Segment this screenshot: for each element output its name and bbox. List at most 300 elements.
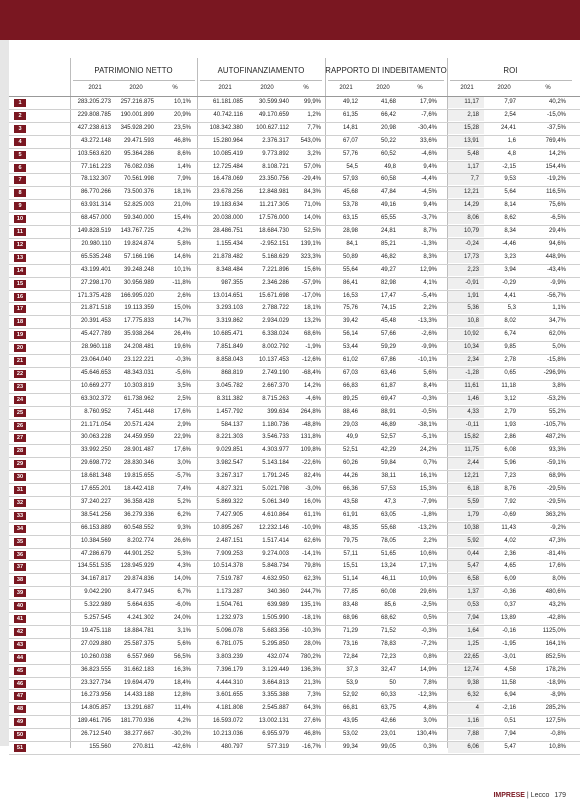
sub-header-year: 2021 [460,85,474,91]
table-cell: 30.599.940 [258,99,289,105]
header-rapporto-indebitamento: RAPPORTO DI INDEBITAMENTO [325,66,447,75]
table-row [0,200,580,211]
table-row [0,149,580,160]
table-cell: 23.350.756 [258,176,289,183]
table-cell: -4,46 [502,240,516,247]
table-cell: 399.634 [267,408,289,415]
table-row [0,690,580,701]
table-cell: -12,3% [417,692,437,699]
table-row [0,471,580,482]
table-cell: 2,2% [423,537,437,544]
row-number-badge: 27 [14,434,26,442]
table-cell: 63.931.314 [80,202,111,209]
table-cell: 10.137.453 [258,357,289,363]
table-cell: 10,1% [173,266,191,273]
table-cell: 62,3% [303,576,321,583]
table-cell: 9,4% [423,202,437,209]
table-cell: -18,1% [301,615,321,621]
sub-header-pct: % [303,85,309,91]
row-number-badge: 46 [14,680,26,688]
table-cell: -5,4% [421,292,437,299]
table-cell: 1,17 [467,163,479,170]
table-cell: 8,34 [504,228,516,234]
table-cell: 12,8% [173,692,191,699]
table-cell: 2.376.317 [262,137,289,144]
table-cell: 18.442.418 [123,486,154,492]
table-cell: 25.587.375 [123,640,154,647]
table-row [0,458,580,469]
table-cell: 47,3% [548,537,566,544]
table-cell: 57,53 [380,486,396,492]
table-row [0,329,580,340]
table-cell: -0,36 [502,589,516,596]
table-row [0,484,580,495]
table-cell: 5,0% [552,344,566,351]
table-cell: 23.327.734 [80,679,111,686]
table-cell: -56,7% [546,292,566,299]
row-number-badge: 24 [14,396,26,404]
table-row [0,162,580,173]
table-cell: -0,69 [502,511,516,518]
table-cell: 5.021.798 [262,486,289,492]
table-cell: 83,48 [342,602,358,609]
table-cell: 48.343.031 [123,369,154,376]
table-cell: 6,2% [177,511,191,518]
table-cell: 16,53 [342,292,358,299]
table-cell: 43,2% [548,602,566,609]
table-cell: 11,61 [464,382,479,389]
table-cell: 45,48 [380,318,396,325]
table-cell: 43,58 [342,498,358,505]
table-cell: -5,6% [175,369,191,376]
table-cell: 769,4% [545,137,566,144]
table-cell: 14.433.188 [123,692,154,699]
table-row [0,368,580,379]
table-cell: 52,57 [380,434,396,441]
table-cell: 7.396.179 [216,666,243,673]
table-cell: 1.505.990 [262,615,289,621]
table-cell: 20.391.453 [80,318,111,325]
table-cell: -0,11 [465,421,479,428]
table-cell: 75,6% [548,202,566,209]
table-cell: 39.248.248 [123,266,154,273]
table-cell: 14,0% [173,576,191,583]
row-number-badge: 34 [14,525,26,533]
footer-section: Lecco [530,792,550,799]
table-cell: 72,23 [380,653,396,660]
table-cell: 40,2% [548,99,566,105]
table-cell: 2,86 [504,434,516,441]
table-cell: 10,9% [419,576,437,583]
table-cell: 7.221.896 [262,266,289,273]
table-cell: -0,3% [421,395,437,402]
table-cell: 2.749.190 [262,369,289,376]
table-cell: 38.541.256 [80,511,111,518]
page-footer [493,792,566,799]
table-cell: 49,8 [384,163,396,170]
sub-header-year: 2020 [260,85,274,91]
table-cell: 229.808.785 [77,111,111,118]
table-cell: 1.504.761 [216,602,243,609]
table-cell: 17,6% [173,447,191,454]
table-row [0,239,580,250]
table-cell: 61,02 [342,357,358,363]
table-cell: 77,85 [342,589,358,596]
table-cell: 73,16 [342,640,358,647]
table-cell: 24,2% [419,447,437,454]
table-cell: 14,29 [463,202,479,209]
table-row [0,407,580,418]
table-cell: 8.108.721 [262,163,289,170]
table-cell: -2.952.151 [260,240,289,247]
table-cell: 8,0% [552,576,566,583]
row-number-badge: 1 [14,99,26,107]
table-cell: 63,05 [380,511,396,518]
table-cell: 3.267.317 [216,473,243,480]
table-cell: 109,8% [300,447,321,454]
table-cell: 5,48 [467,150,479,157]
table-cell: 345.928.290 [120,124,154,131]
table-row [0,574,580,585]
sub-headers [0,85,580,95]
sub-header-year: 2020 [129,85,143,91]
table-cell: 2.487.151 [216,537,243,544]
table-cell: 36.279.336 [123,511,154,518]
table-cell: -4,4% [421,176,437,183]
header-patrimonio-netto: PATRIMONIO NETTO [94,66,173,75]
table-cell: 11,43 [501,524,516,531]
table-cell: 66,83 [342,382,358,389]
table-cell: 28.960.118 [81,344,111,351]
table-cell: 86.770.266 [80,189,111,196]
table-cell: 36.823.555 [80,666,111,673]
table-cell: 8,76 [504,486,516,492]
table-cell: 20.571.424 [123,421,154,428]
table-cell: 5.683.356 [262,627,289,634]
table-cell: 4.241.302 [127,615,154,621]
table-row [0,136,580,147]
table-cell: 7,4% [177,486,191,492]
row-number-badge: 28 [14,447,26,455]
table-cell: 68,62 [380,615,396,621]
table-row [0,445,580,456]
table-cell: 127,5% [545,718,566,725]
table-cell: 42,66 [380,718,396,725]
table-cell: -11,8% [172,279,191,286]
table-cell: 18.684.730 [258,228,289,234]
table-cell: 7.909.253 [216,550,243,557]
table-cell: -30,2% [171,731,191,738]
row-number-badge: 48 [14,705,26,713]
row-number-badge: 12 [14,241,26,249]
table-cell: 3.129.449 [262,666,289,673]
table-cell: 37.240.227 [80,498,111,505]
row-number-badge: 21 [14,357,26,365]
table-cell: 13,24 [380,563,396,570]
table-cell: 14,81 [342,124,358,131]
table-cell: 1125,0% [542,627,566,634]
table-cell: 75,76 [342,305,358,312]
table-cell: 56,14 [342,331,358,338]
table-cell: 0,53 [467,602,479,609]
table-cell: -4,5% [421,189,437,196]
table-cell: 86,41 [342,279,358,286]
table-cell: 5,3% [177,550,191,557]
table-cell: -6,5% [550,215,566,222]
table-row [0,278,580,289]
table-cell: 14,6% [173,253,191,260]
table-cell: 0,65 [504,369,516,376]
table-cell: -37,5% [546,124,566,131]
table-cell: 24,0% [173,615,191,621]
table-cell: 68,96 [342,615,358,621]
row-number-badge: 26 [14,422,26,430]
table-cell: 7.519.787 [216,576,243,583]
table-cell: 4 [475,705,479,712]
table-cell: 59,29 [380,344,396,351]
table-cell: 10.260.038 [80,653,111,660]
table-cell: 9,4% [423,163,437,170]
table-cell: 7,92 [504,498,516,505]
table-cell: 12,9% [419,266,437,273]
table-cell: 29,4% [548,228,566,234]
table-cell: 10,92 [463,331,479,338]
table-cell: 8.311.382 [216,395,243,402]
table-cell: -10,3% [301,627,321,634]
table-cell: -2,16 [502,705,516,712]
table-cell: 116,5% [546,189,566,196]
table-cell: 27.029.880 [80,640,111,647]
table-cell: 16.593.072 [212,718,243,725]
table-cell: 480.797 [221,744,243,750]
table-cell: 3,2% [307,150,321,157]
table-cell: 54,5 [346,163,358,170]
table-cell: 79,8% [303,563,321,570]
table-cell: 49,16 [380,202,396,209]
table-cell: 10,1% [173,99,191,105]
table-cell: 16,0% [303,498,321,505]
row-number-badge: 25 [14,409,26,417]
table-row [0,213,580,224]
row-number-badge: 43 [14,641,26,649]
table-cell: 340.360 [267,589,289,596]
table-cell: 46,8% [303,731,321,738]
table-cell: 9.773.892 [262,150,289,157]
sub-header-pct: % [545,85,551,91]
table-cell: 2.667.370 [262,382,289,389]
table-cell: 71,29 [342,627,358,634]
table-cell: 3.601.655 [216,692,243,699]
row-number-badge: 42 [14,628,26,636]
table-cell: -10,9% [301,524,321,531]
table-cell: 60,26 [342,460,358,467]
table-cell: 14,7% [173,318,191,325]
table-cell: 84,3% [303,189,321,196]
table-cell: 5,59 [467,498,479,505]
table-cell: 15.671.698 [258,292,289,299]
table-cell: 1.173.287 [216,589,243,596]
table-cell: 3.546.733 [262,434,289,441]
table-cell: 53,9 [346,679,358,686]
table-cell: 21.171.054 [80,421,111,428]
table-cell: 5,64 [504,189,516,196]
table-row [0,432,580,443]
group-underline [73,80,195,81]
table-cell: 128.945.929 [120,563,154,570]
table-cell: 28.830.346 [123,460,154,467]
table-cell: 60,33 [380,692,396,699]
table-cell: 33,6% [419,137,437,144]
table-cell: -6,0% [175,602,191,609]
table-cell: 17,47 [380,292,396,299]
table-cell: 31.662.183 [123,666,154,673]
table-row [0,587,580,598]
table-row [0,510,580,521]
table-row [0,678,580,689]
table-cell: 49,27 [380,266,396,273]
table-cell: 1,1% [552,305,566,312]
table-cell: 135,1% [300,602,321,609]
table-cell: 60,08 [380,589,396,596]
table-row [0,665,580,676]
table-cell: 27,6% [303,718,321,725]
table-cell: 1,16 [467,718,479,725]
row-number-badge: 9 [14,202,26,210]
table-cell: 1.791.245 [262,473,289,480]
table-cell: 7.427.905 [216,511,243,518]
row-number-badge: 4 [14,138,26,146]
table-cell: 108.342.380 [209,124,243,131]
table-cell: 15,28 [463,124,479,131]
table-cell: 19,6% [173,344,191,351]
table-cell: 285,2% [545,705,566,712]
table-cell: 5.848.734 [262,563,289,570]
table-cell: 63,75 [380,705,396,712]
table-cell: -0,24 [465,240,479,247]
table-cell: -1,9% [305,344,321,351]
row-number-badge: 50 [14,731,26,739]
table-cell: 4.632.950 [262,576,289,583]
table-cell: 35.938.264 [123,331,154,338]
table-cell: 17,9% [419,99,437,105]
table-cell: 5.143.184 [262,460,289,467]
table-row [0,600,580,611]
table-cell: 11,4% [174,705,191,712]
table-cell: 7,94 [504,731,516,738]
table-cell: 61,87 [380,382,396,389]
table-row [0,639,580,650]
footer-brand: IMPRESE [493,792,525,799]
table-cell: 18,4% [173,679,191,686]
table-cell: 10.669.277 [80,382,111,389]
row-number-badge: 2 [14,112,26,120]
table-cell: 57.166.196 [123,253,154,260]
table-cell: 2,79 [504,408,516,415]
table-cell: -29,5% [546,486,566,492]
table-cell: 6,08 [504,447,516,454]
table-cell: 8.858.043 [216,357,243,363]
table-cell: 50,89 [342,253,358,260]
table-cell: 13,89 [500,615,516,621]
table-cell: 11,58 [501,679,516,686]
table-cell: 20,9% [173,111,191,118]
row-number-badge: 41 [14,615,26,623]
table-cell: 136,3% [300,666,321,673]
table-cell: 7,9% [177,176,191,183]
table-row [0,716,580,727]
table-cell: 29.698.772 [80,460,111,467]
table-cell: 57,66 [380,331,396,338]
table-row [0,381,580,392]
table-cell: -1,8% [421,511,437,518]
table-cell: -1,28 [465,369,479,376]
row-number-badge: 37 [14,563,26,571]
table-cell: 23.064.040 [80,357,111,363]
table-cell: 15.280.964 [212,137,243,144]
table-cell: 131,8% [300,434,321,441]
table-cell: -22,6% [301,460,321,467]
table-cell: 4,8% [423,705,437,712]
table-cell: 49.170.659 [258,111,289,118]
sub-header-year: 2020 [376,85,390,91]
row-number-badge: 13 [14,254,26,262]
table-row [0,652,580,663]
table-cell: 12,21 [463,473,479,480]
table-cell: -53,2% [546,395,566,402]
table-cell: 43.272.148 [80,137,111,144]
table-cell: 44,26 [342,473,358,480]
table-cell: 45.427.789 [80,331,111,338]
table-cell: 17.655.201 [80,486,111,492]
table-cell: 60,52 [380,150,396,157]
table-cell: 78,83 [380,640,396,647]
table-row [0,174,580,185]
table-row [0,613,580,624]
table-cell: -0,16 [502,627,516,634]
table-row [0,626,580,637]
table-cell: -81,4% [546,550,566,557]
table-cell: 55,2% [548,408,566,415]
table-cell: 15,51 [342,563,358,570]
table-cell: -15,0% [546,111,566,118]
table-cell: 72,84 [342,653,358,660]
table-cell: 34,7% [548,318,566,325]
row-number-badge: 5 [14,151,26,159]
table-cell: -59,1% [546,460,566,467]
table-cell: 1,37 [467,589,479,596]
table-cell: -3,01 [502,653,516,660]
table-cell: 26,6% [173,537,191,544]
table-cell: 53,78 [342,202,358,209]
table-cell: 10.303.819 [123,382,154,389]
table-cell: 2,9% [177,421,191,428]
table-cell: -18,9% [546,679,566,686]
table-cell: 5,47 [467,563,479,570]
table-cell: 23.678.256 [212,189,243,196]
row-number-badge: 38 [14,576,26,584]
table-cell: 134.551.535 [77,563,111,570]
table-cell: -5,7% [175,473,191,480]
table-cell: 3.355.388 [262,692,289,699]
table-cell: -0,5% [421,408,437,415]
table-row [0,742,580,753]
table-cell: -14,1% [301,550,321,557]
table-cell: 448,9% [545,253,566,260]
table-cell: 190.001.899 [120,111,154,118]
table-cell: 5,6% [177,640,191,647]
table-cell: 4.444.310 [216,679,243,686]
table-cell: 19.815.655 [123,473,154,480]
